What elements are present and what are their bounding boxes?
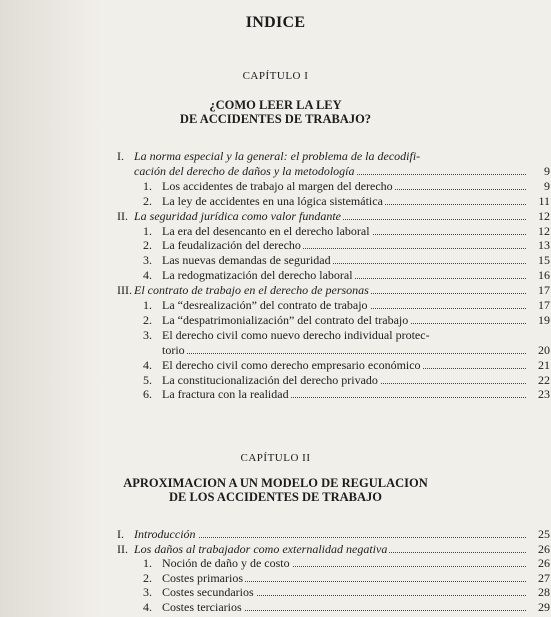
- toc-entry-page: 15: [538, 253, 550, 268]
- toc-entry-number: 6.: [143, 387, 152, 402]
- toc-entry-text: [134, 527, 526, 541]
- toc-entry-page: 26: [538, 556, 550, 571]
- toc-entry-label: Los accidentes de trabajo al margen del derecho: [162, 178, 393, 193]
- toc-entry-text: [162, 194, 526, 208]
- toc-entry-page: 17: [538, 283, 550, 298]
- toc-entry-text: [134, 209, 526, 223]
- toc-entry-page: 11: [538, 193, 550, 208]
- toc-entry-text: [162, 556, 526, 570]
- toc-entry-page: 29: [538, 600, 550, 614]
- toc-entry-label: La fractura con la realidad: [162, 387, 289, 402]
- toc-entry-label: La constitucionalización del derecho privado: [162, 372, 378, 387]
- toc-entry-page: 12: [538, 223, 550, 238]
- toc-entry-text: [162, 373, 526, 387]
- toc-entry-page: 27: [538, 570, 550, 585]
- toc-entry-text: [134, 164, 526, 178]
- toc-entry-label: cación del derecho de daños y la metodología: [134, 163, 355, 178]
- toc-entry-text: [162, 585, 526, 599]
- toc-entry-page: 21: [538, 357, 550, 372]
- toc-entry-text: [162, 268, 526, 282]
- page-edge-shadow: [0, 0, 100, 617]
- chapter-1-title: [0, 98, 551, 126]
- toc-entry-label: La era del desencanto en el derecho laboral: [162, 223, 370, 238]
- toc-entry-text: [162, 387, 526, 401]
- toc-entry-number: II.: [117, 208, 128, 223]
- toc-entry-label: La feudalización del derecho: [162, 238, 301, 253]
- toc-entry-number: 4.: [143, 268, 152, 283]
- toc-entry-number: 2.: [143, 312, 152, 327]
- toc-entry-number: 1.: [143, 556, 152, 571]
- toc-entry-page: 20: [538, 342, 550, 357]
- toc-entry-page: 23: [538, 387, 550, 402]
- toc-entry-number: III.: [117, 283, 132, 298]
- toc-entry-text: [162, 313, 526, 327]
- toc-entry-number: 4.: [143, 600, 152, 614]
- toc-entry-text: [162, 298, 526, 312]
- toc-entry-text: [162, 343, 526, 357]
- toc-entry-number: I.: [117, 149, 124, 163]
- toc-entry-label: La redogmatización del derecho laboral: [162, 268, 353, 283]
- toc-entry-label: La “desrealización” del contrato de trabajo: [162, 298, 368, 312]
- toc-entry-page: 28: [538, 585, 550, 600]
- toc-entry-label: El derecho civil como nuevo derecho individual protec-: [162, 327, 430, 342]
- toc-entry-page: 25: [538, 527, 550, 541]
- toc-entry-text: [162, 600, 526, 614]
- toc-entry-text: [162, 253, 526, 267]
- toc-entry-label: Noción de daño y de costo: [162, 556, 290, 571]
- toc-entry-page: 13: [538, 238, 550, 253]
- toc-entry-page: 17: [538, 298, 550, 312]
- toc-entry-text: [162, 224, 526, 238]
- toc-entry-number: 3.: [143, 327, 152, 342]
- toc-entry-number: 1.: [143, 223, 152, 238]
- toc-entry-text: [162, 238, 526, 252]
- toc-entry-text: [134, 542, 526, 556]
- toc-entry-page: 9: [544, 178, 550, 193]
- toc-entry-page: 22: [538, 372, 550, 387]
- toc-entry-label: La norma especial y la general: el problema de la decodifi-: [134, 149, 421, 163]
- chapter-2-title-line-2: DE LOS ACCIDENTES DE TRABAJO: [168, 490, 383, 504]
- toc-entry-number: I.: [117, 527, 124, 541]
- toc-entry-text: [162, 358, 526, 372]
- toc-entry-label: torio: [162, 342, 185, 357]
- chapter-1-title-line-2: DE ACCIDENTES DE TRABAJO?: [179, 112, 372, 126]
- toc-entry-number: II.: [117, 541, 128, 556]
- chapter-1-title-line-1: ¿COMO LEER LA LEY: [209, 98, 342, 112]
- toc-entry-number: 2.: [143, 193, 152, 208]
- dot-leader: [162, 353, 526, 354]
- toc-entry-label: Costes primarios: [162, 570, 243, 585]
- toc-entry-page: 12: [538, 208, 550, 223]
- toc-entry-label: La ley de accidentes en una lógica sistemática: [162, 193, 383, 208]
- toc-entry-label: El contrato de trabajo en el derecho de personas: [134, 283, 369, 298]
- toc-entry-text: [162, 179, 526, 193]
- toc-entry-text: [162, 571, 526, 585]
- toc-entry-label: Introducción: [134, 527, 196, 541]
- chapter-1-label: CAPÍTULO I: [242, 70, 309, 82]
- toc-entry-label: El derecho civil como derecho empresario económico: [162, 357, 421, 372]
- toc-entry-label: Los daños al trabajador como externalidad negativa: [134, 541, 388, 556]
- toc-entry-page: 9: [544, 163, 550, 178]
- toc-entry-number: 1.: [143, 178, 152, 193]
- chapter-2-title: [0, 476, 551, 504]
- toc-entry-label: La “despatrimonialización” del contrato del trabajo: [162, 312, 409, 327]
- toc-entry-text: [134, 149, 526, 163]
- toc-entry-number: 2.: [143, 238, 152, 253]
- toc-entry-number: 3.: [143, 585, 152, 600]
- toc-entry-label: Las nuevas demandas de seguridad: [162, 253, 331, 268]
- chapter-2-label: CAPÍTULO II: [240, 452, 311, 464]
- toc-entry-label: La seguridad jurídica como valor fundante: [134, 208, 341, 223]
- toc-entry-text: [134, 283, 526, 297]
- toc-entry-number: 1.: [143, 298, 152, 312]
- toc-entry-number: 5.: [143, 372, 152, 387]
- toc-entry-page: 16: [538, 268, 550, 283]
- toc-entry-page: 26: [538, 541, 550, 556]
- chapter-2-title-line-1: APROXIMACION A UN MODELO DE REGULACION: [123, 476, 428, 490]
- toc-entry-label: Costes secundarios: [162, 585, 254, 600]
- toc-entry-text: [162, 328, 526, 342]
- toc-entry-page: 19: [538, 312, 550, 327]
- index-title: INDICE: [245, 14, 306, 31]
- toc-entry-number: 2.: [143, 570, 152, 585]
- toc-entry-label: Costes terciarios: [162, 600, 242, 614]
- toc-entry-number: 3.: [143, 253, 152, 268]
- toc-entry-number: 4.: [143, 357, 152, 372]
